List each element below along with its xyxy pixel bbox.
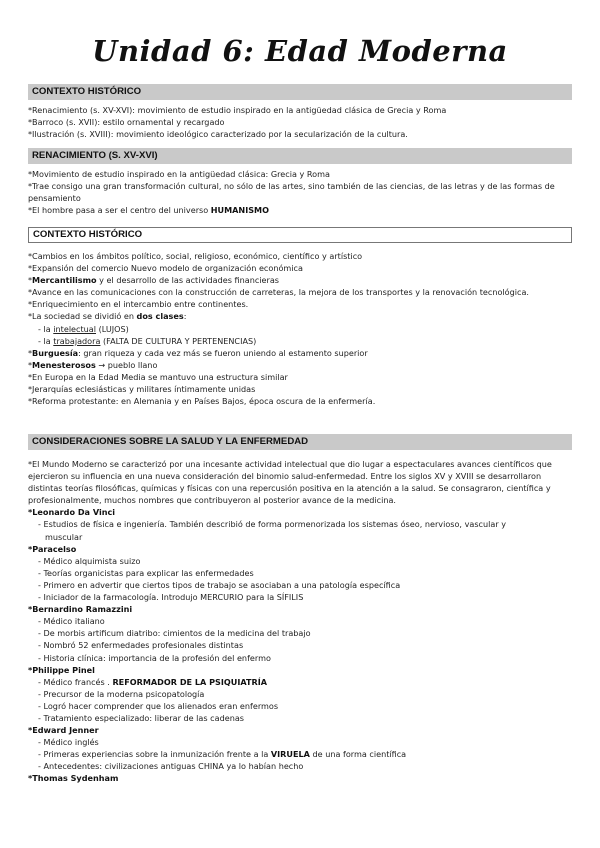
list-item: *Jerarquías eclesiásticas y militares íntimamente unidas (28, 384, 256, 395)
list-item: - Primeras experiencias sobre la inmunización frente a la VIRUELA de una forma científica (38, 749, 407, 760)
person-name: *Leonardo Da Vinci (28, 507, 116, 518)
list-item: *La sociedad se dividió en dos clases: (28, 311, 187, 322)
list-item: *Enriquecimiento en el intercambio entre continentes. (28, 299, 249, 310)
list-item: - Logró hacer comprender que los alienados eran enfermos (38, 700, 279, 711)
list-item: - Tratamiento especializado: liberar de las cadenas (38, 712, 244, 723)
list-item: - Médico alquimista suizo (38, 555, 141, 566)
list-item: *Burguesía: gran riqueza y cada vez más se fueron uniendo al estamento superior (28, 347, 368, 358)
intro-paragraph: *El Mundo Moderno se caracterizó por una incesante actividad intelectual que dio lugar a espectaculares avances científicos que ejercieron su influencia en una nueva consideración del binomio salud-enfermedad. Entre los siglos XV y XVIII se desarrollaron distintas teorías filosóficas, químicas y físicas con una repercusión positiva en la atención a la salud. Se consagraron, científica y profesionalmente, muchos nombres que contribuyeron al posterior avance de la medicina. (28, 459, 552, 506)
person-name: *Paracelso (28, 543, 77, 554)
list-item: *Expansión del comercio Nuevo modelo de organización económica (28, 263, 303, 274)
list-item: - Médico inglés (38, 737, 99, 748)
list-item: - la trabajadora (FALTA DE CULTURA Y PERTENENCIAS) (38, 335, 257, 346)
list-item: *Movimiento de estudio inspirado en la antigüedad clásica: Grecia y Roma (28, 169, 330, 179)
section-renacimiento-content (28, 168, 574, 216)
person-name: *Bernardino Ramazzini (28, 604, 133, 615)
list-item: *En Europa en la Edad Media se mantuvo una estructura similar (28, 371, 288, 382)
list-item: *Cambios en los ámbitos político, social, religioso, económico, científico y artístico (28, 251, 363, 261)
list-item: - Antecedentes: civilizaciones antiguas CHINA ya lo habían hecho (38, 761, 304, 772)
list-item: - De morbis artificum diatribo: cimientos de la medicina del trabajo (38, 628, 311, 639)
list-item: - Nombró 52 enfermedades profesionales distintas (38, 640, 244, 651)
list-item: - Iniciador de la farmacología. Introdujo MERCURIO para la SÍFILIS (38, 592, 304, 603)
list-item: - la intelectual (LUJOS) (38, 323, 129, 334)
section-contexto-historico-2-content (28, 250, 574, 407)
section-heading-contexto-historico-2: CONTEXTO HISTÓRICO (28, 227, 572, 243)
list-item: *Menesterosos → pueblo llano (28, 359, 158, 370)
list-item: - Médico francés . REFORMADOR DE LA PSIQUIATRÍA (38, 676, 268, 687)
person-name: *Thomas Sydenham (28, 773, 119, 784)
page-title: Unidad 6: Edad Moderna (92, 34, 508, 68)
section-salud-enfermedad-content (28, 458, 574, 785)
list-item: - Precursor de la moderna psicopatología (38, 688, 205, 699)
list-item: *Barroco (s. XVII): estilo ornamental y recargado (28, 117, 225, 128)
list-item: - Estudios de física e ingeniería. También describió de forma pormenorizada los sistemas óseo, nervioso, vascular y (38, 519, 507, 530)
list-item: *Ilustración (s. XVIII): movimiento ideológico caracterizado por la secularización de la cultura. (28, 129, 408, 140)
list-item: *Mercantilismo y el desarrollo de las actividades financieras (28, 275, 280, 286)
list-item: *Trae consigo una gran transformación cultural, no sólo de las artes, sino también de las ciencias, de las letras y de las formas de pensamiento (28, 181, 555, 204)
section-contexto-historico-content (28, 104, 574, 140)
list-item: - Primero en advertir que ciertos tipos de trabajo se asociaban a una patología específica (38, 579, 401, 590)
section-heading-contexto-historico: CONTEXTO HISTÓRICO (28, 84, 572, 100)
section-heading-renacimiento: RENACIMIENTO (S. XV-XVI) (28, 148, 572, 164)
list-item: *El hombre pasa a ser el centro del universo HUMANISMO (28, 205, 269, 216)
person-name: *Philippe Pinel (28, 664, 95, 675)
list-item: *Reforma protestante: en Alemania y en Países Bajos, época oscura de la enfermería. (28, 396, 376, 407)
list-item: - Médico italiano (38, 616, 105, 627)
person-name: *Edward Jenner (28, 725, 99, 736)
list-item: muscular (45, 531, 83, 542)
list-item: - Teorías organicistas para explicar las enfermedades (38, 567, 254, 578)
section-heading-salud-enfermedad: CONSIDERACIONES SOBRE LA SALUD Y LA ENFERMEDAD (28, 434, 572, 450)
list-item: - Historia clínica: importancia de la profesión del enfermo (38, 652, 271, 663)
list-item: *Avance en las comunicaciones con la construcción de carreteras, la mejora de los transportes y la renovación tecnológica. (28, 287, 529, 298)
list-item: *Renacimiento (s. XV-XVI): movimiento de estudio inspirado en la antigüedad clásica de Grecia y Roma (28, 105, 447, 115)
